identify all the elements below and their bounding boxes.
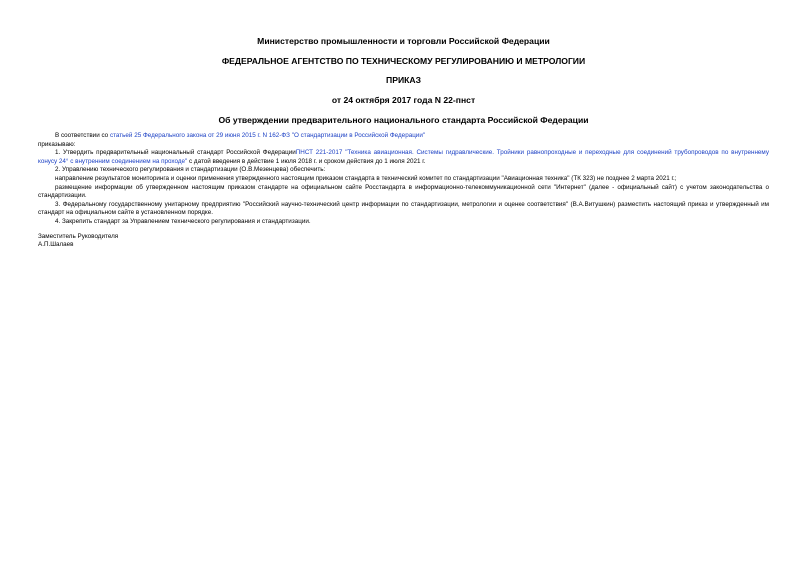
item-1-suffix: с датой введения в действие 1 июля 2018 г. и сроком действия до 1 июля 2021 г. xyxy=(187,157,426,165)
signature-name: А.П.Шалаев xyxy=(38,241,74,249)
ministry-title: Министерство промышленности и торговли Российской Федерации xyxy=(257,36,550,46)
item-4-paragraph: 4. Закрепить стандарт за Управлением технического регулирования и стандартизации. xyxy=(55,217,311,225)
order-heading: ПРИКАЗ xyxy=(386,75,421,85)
order-word: приказываю: xyxy=(38,140,76,148)
order-date: от 24 октября 2017 года N 22-пнст xyxy=(331,95,476,105)
item-1-prefix: 1. Утвердить предварительный национальный стандарт Российской Федерации xyxy=(55,149,296,157)
agency-title: ФЕДЕРАЛЬНОЕ АГЕНТСТВО ПО ТЕХНИЧЕСКОМУ РЕГУЛИРОВАНИЮ И МЕТРОЛОГИИ xyxy=(221,56,586,66)
document-body xyxy=(38,132,769,250)
item-2a-paragraph: направление результатов мониторинга и оценки применения утвержденного настоящим приказом стандарта в технический комитет по стандартизации "Авиационная техника" (ТК 323) не позднее 2 марта 2021 г.; xyxy=(55,174,677,182)
order-subject: Об утверждении предварительного национального стандарта Российской Федерации xyxy=(218,115,589,125)
item-1-paragraph xyxy=(38,149,769,166)
intro-prefix: В соответствии со xyxy=(55,132,110,139)
item-2-paragraph: 2. Управлению технического регулирования и стандартизации (О.В.Мезенцева) обеспечить: xyxy=(55,166,326,174)
standard-link[interactable]: ПНСТ 221-2017 "Техника авиационная. Системы гидравлические. Тройники равнопроходные и переходные для соединений трубопроводов по внутреннему конусу 24° с внутренним соединением на проходе" xyxy=(38,149,769,165)
item-2b-paragraph: размещение информации об утвержденном настоящим приказом стандарте на официальном сайте Росстандарта в информационно-телекоммуникационной сети "Интернет" (далее - официальный сайт) с учетом законодательства о стандартизации. xyxy=(38,183,769,200)
signature-position: Заместитель Руководителя xyxy=(38,232,119,240)
federal-law-link[interactable]: статьей 25 Федерального закона от 29 июня 2015 г. N 162-ФЗ "О стандартизации в Российской Федерации" xyxy=(109,132,426,139)
item-3-paragraph: 3. Федеральному государственному унитарному предприятию "Российский научно-технический центр информации по стандартизации, метрологии и оценке соответствия" (В.А.Витушкин) разместить настоящий приказ и утвержденный им стандарт на официальном сайте в установленном порядке. xyxy=(38,200,769,217)
intro-paragraph xyxy=(38,132,769,141)
